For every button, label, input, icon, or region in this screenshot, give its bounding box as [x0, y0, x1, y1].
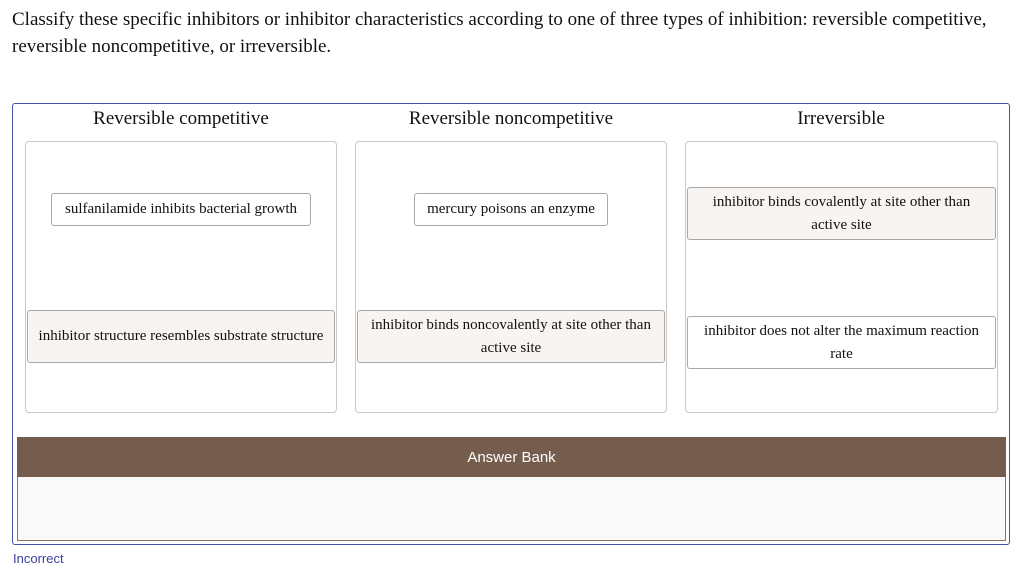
column-title-reversible-noncompetitive: Reversible noncompetitive	[408, 108, 614, 129]
question-prompt: Classify these specific inhibitors or inhibitor characteristics according to one of three types of inhibition: reversible competitive, reversible noncompetitive, or irreversible.	[12, 9, 987, 57]
answer-card-mercury-poisons[interactable]: mercury poisons an enzyme	[414, 193, 608, 226]
column-title-irreversible: Irreversible	[797, 108, 885, 129]
column-title-reversible-competitive: Reversible competitive	[93, 108, 269, 129]
answer-card-covalent-other-site[interactable]: inhibitor binds covalently at site other than active site	[687, 187, 996, 240]
bin-reversible-noncompetitive[interactable]	[355, 141, 667, 413]
answer-card-no-alter-max-rate[interactable]: inhibitor does not alter the maximum reaction rate	[687, 316, 996, 369]
answer-card-structure-resembles-substrate[interactable]: inhibitor structure resembles substrate structure	[27, 310, 335, 363]
bin-irreversible[interactable]	[685, 141, 998, 413]
answer-bank-header: Answer Bank	[17, 437, 1006, 477]
result-status: Incorrect	[13, 551, 64, 566]
answer-card-noncovalent-other-site[interactable]: inhibitor binds noncovalently at site other than active site	[357, 310, 665, 363]
answer-bank-dropzone[interactable]	[17, 477, 1006, 541]
bin-reversible-competitive[interactable]	[25, 141, 337, 413]
answer-card-sulfanilamide[interactable]: sulfanilamide inhibits bacterial growth	[51, 193, 311, 226]
